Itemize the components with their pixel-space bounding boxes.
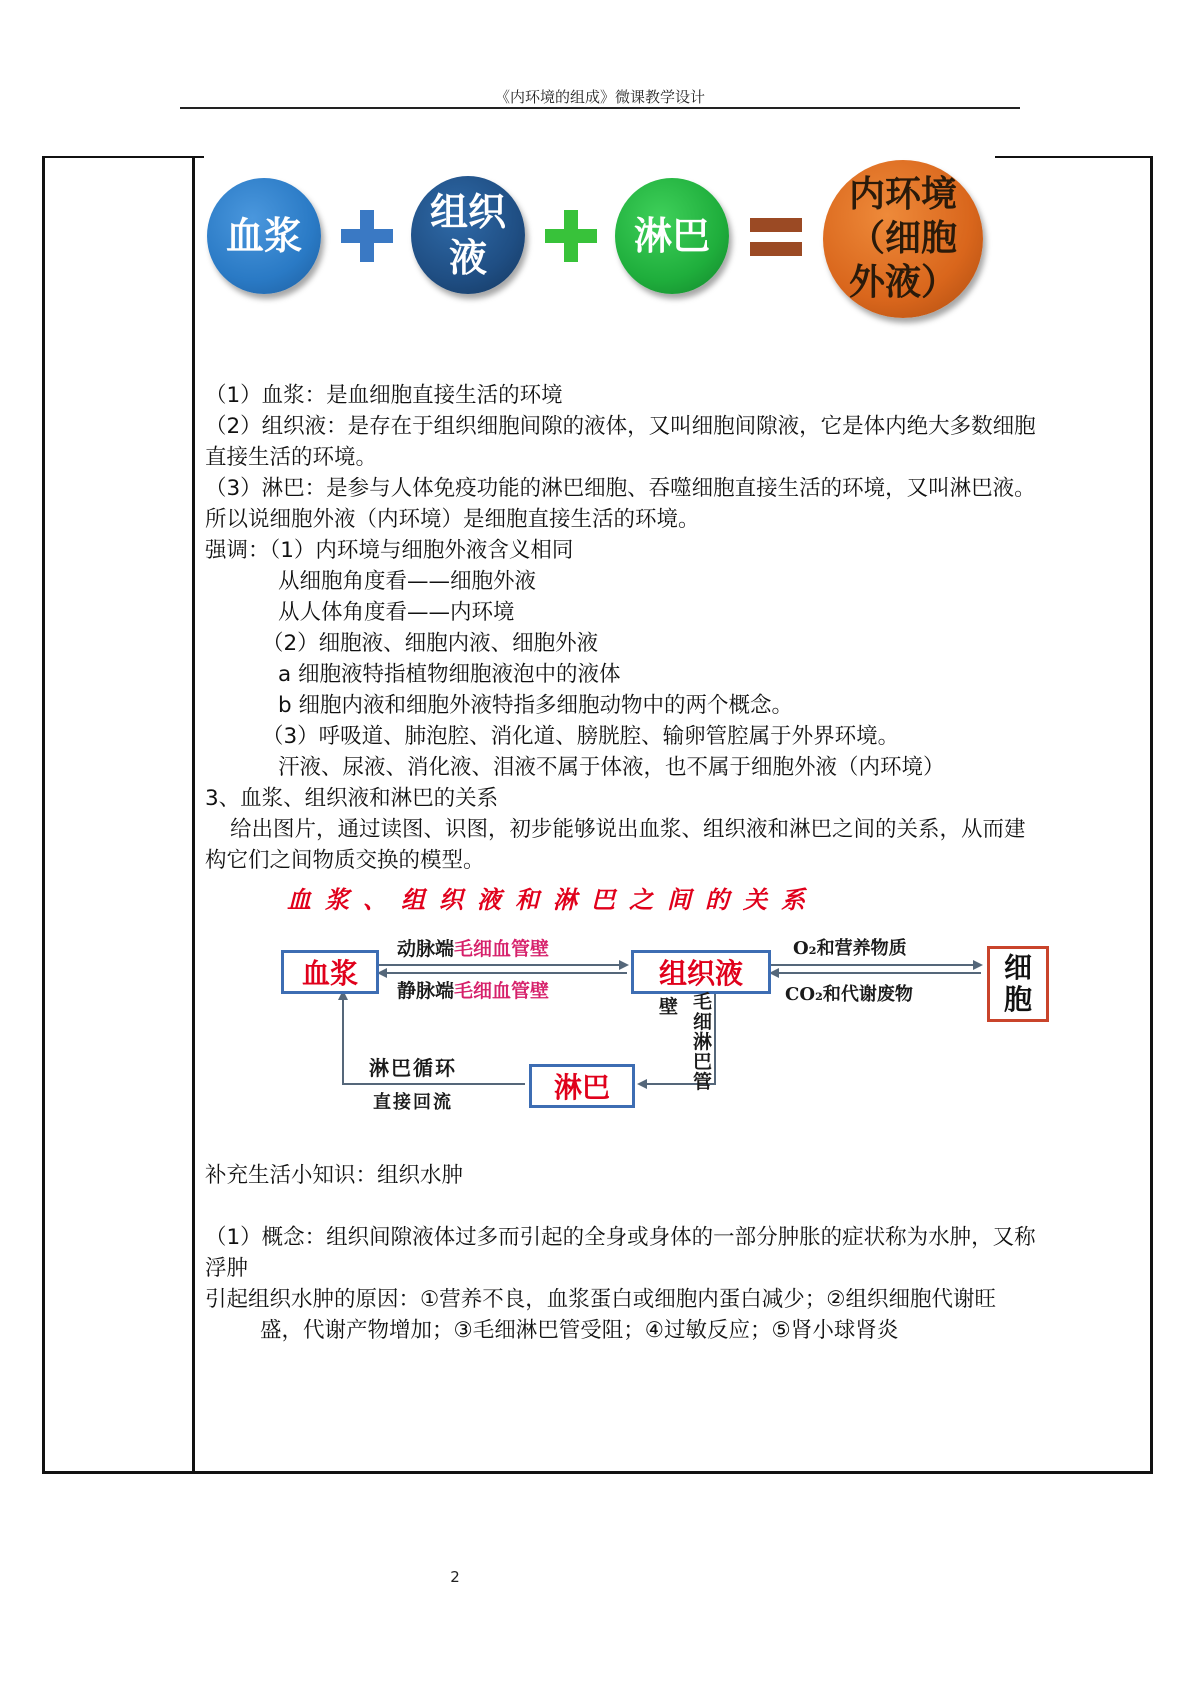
ie-line1: 内环境: [848, 174, 957, 215]
tissue-fluid-box: 组织液: [631, 950, 771, 994]
text-line: b 细胞内液和细胞外液特指多细胞动物中的两个概念。: [278, 693, 793, 718]
cell-box-line2: 胞: [1003, 983, 1032, 1016]
lymph-circle: [615, 178, 729, 294]
text-line: 盛，代谢产物增加；③毛细淋巴管受阻；④过敏反应；⑤肾小球肾炎: [260, 1318, 899, 1343]
plasma-circle-label: 血浆: [225, 214, 302, 258]
text-line: （2）组织液：是存在于组织细胞间隙的液体，又叫细胞间隙液，它是体内绝大多数细胞: [205, 414, 1036, 439]
lymph-circulation-label: 淋巴循环: [369, 1056, 457, 1080]
lymph-box: 淋巴: [529, 1064, 635, 1108]
internal-environment-circle-label: [849, 173, 957, 305]
text-line: 补充生活小知识：组织水肿: [205, 1163, 464, 1188]
text-line: （1）概念：组织间隙液体过多而引起的全身或身体的一部分肿胀的症状称为水肿，又称: [205, 1225, 1036, 1250]
text-line: （2）细胞液、细胞内液、细胞外液: [262, 631, 599, 656]
cell-box: [987, 946, 1049, 1022]
text-line: （3）淋巴：是参与人体免疫功能的淋巴细胞、吞噬细胞直接生活的环境，又叫淋巴液。: [205, 476, 1036, 501]
text-line: a 细胞液特指植物细胞液泡中的液体: [278, 662, 621, 687]
page-header: 《内环境的组成》微课教学设计: [494, 88, 705, 106]
text-line: （3）呼吸道、肺泡腔、消化道、膀胱腔、输卵管腔属于外界环境。: [262, 724, 900, 749]
internal-environment-circle: [823, 160, 983, 318]
co2-label: CO₂和代谢废物: [785, 984, 913, 1005]
text-line: 汗液、尿液、消化液、泪液不属于体液，也不属于细胞外液（内环境）: [278, 755, 945, 780]
capillary-wall-label: 毛细血管壁: [454, 938, 550, 960]
text-line: 所以说细胞外液（内环境）是细胞直接生活的环境。: [205, 507, 700, 532]
table-column-divider: [192, 156, 195, 1474]
plus-icon: [341, 208, 393, 264]
text-line: 从细胞角度看——细胞外液: [278, 569, 537, 594]
page-number: 2: [450, 1568, 460, 1586]
text-line: 3、血浆、组织液和淋巴的关系: [205, 786, 499, 811]
header-rule: [180, 107, 1020, 109]
ie-line2: （细胞: [848, 218, 957, 259]
arterial-label: [397, 934, 549, 961]
plus-icon: [545, 208, 597, 264]
formula-graphic: [205, 158, 995, 323]
direct-return-label: 直接回流: [373, 1092, 453, 1113]
relation-title: 血浆、组织液和淋巴之间的关系: [287, 885, 819, 914]
text-line: 强调：（1）内环境与细胞外液含义相同: [205, 538, 574, 563]
wall-label: 壁: [659, 996, 679, 1018]
equals-icon: [750, 216, 802, 260]
lymph-capillary-label: 毛细淋巴管: [693, 991, 713, 1093]
table-top-border-right: [995, 156, 1153, 158]
lymph-circle-label: 淋巴: [633, 214, 710, 258]
table-top-border-left: [42, 156, 204, 158]
plasma-box: 血浆: [281, 950, 379, 994]
text-line: （1）血浆：是血细胞直接生活的环境: [205, 383, 563, 408]
text-line: 引起组织水肿的原因：①营养不良，血浆蛋白或细胞内蛋白减少；②组织细胞代谢旺: [205, 1287, 997, 1312]
venous-label: [397, 976, 549, 1003]
text-line: 从人体角度看——内环境: [278, 600, 515, 625]
plasma-circle: [207, 178, 321, 294]
text-line: 构它们之间物质交换的模型。: [205, 848, 485, 873]
relation-diagram: [275, 872, 1065, 1114]
tissue-fluid-circle-label: [430, 189, 506, 281]
text-line: 给出图片，通过读图、识图，初步能够说出血浆、组织液和淋巴之间的关系，从而建: [230, 817, 1026, 842]
text-line: 直接生活的环境。: [205, 445, 378, 470]
venous-prefix: 静脉端: [397, 980, 455, 1002]
tissue-fluid-circle: [411, 176, 525, 294]
tissue-fluid-line2: 液: [448, 236, 487, 280]
o2-label: O₂和营养物质: [793, 938, 907, 959]
arterial-prefix: 动脉端: [397, 938, 455, 960]
ie-line3: 外液）: [848, 262, 957, 303]
tissue-fluid-line1: 组织: [429, 190, 506, 234]
text-line: 浮肿: [205, 1256, 249, 1281]
capillary-wall-label: 毛细血管壁: [454, 980, 550, 1002]
cell-box-line1: 细: [1003, 951, 1032, 984]
